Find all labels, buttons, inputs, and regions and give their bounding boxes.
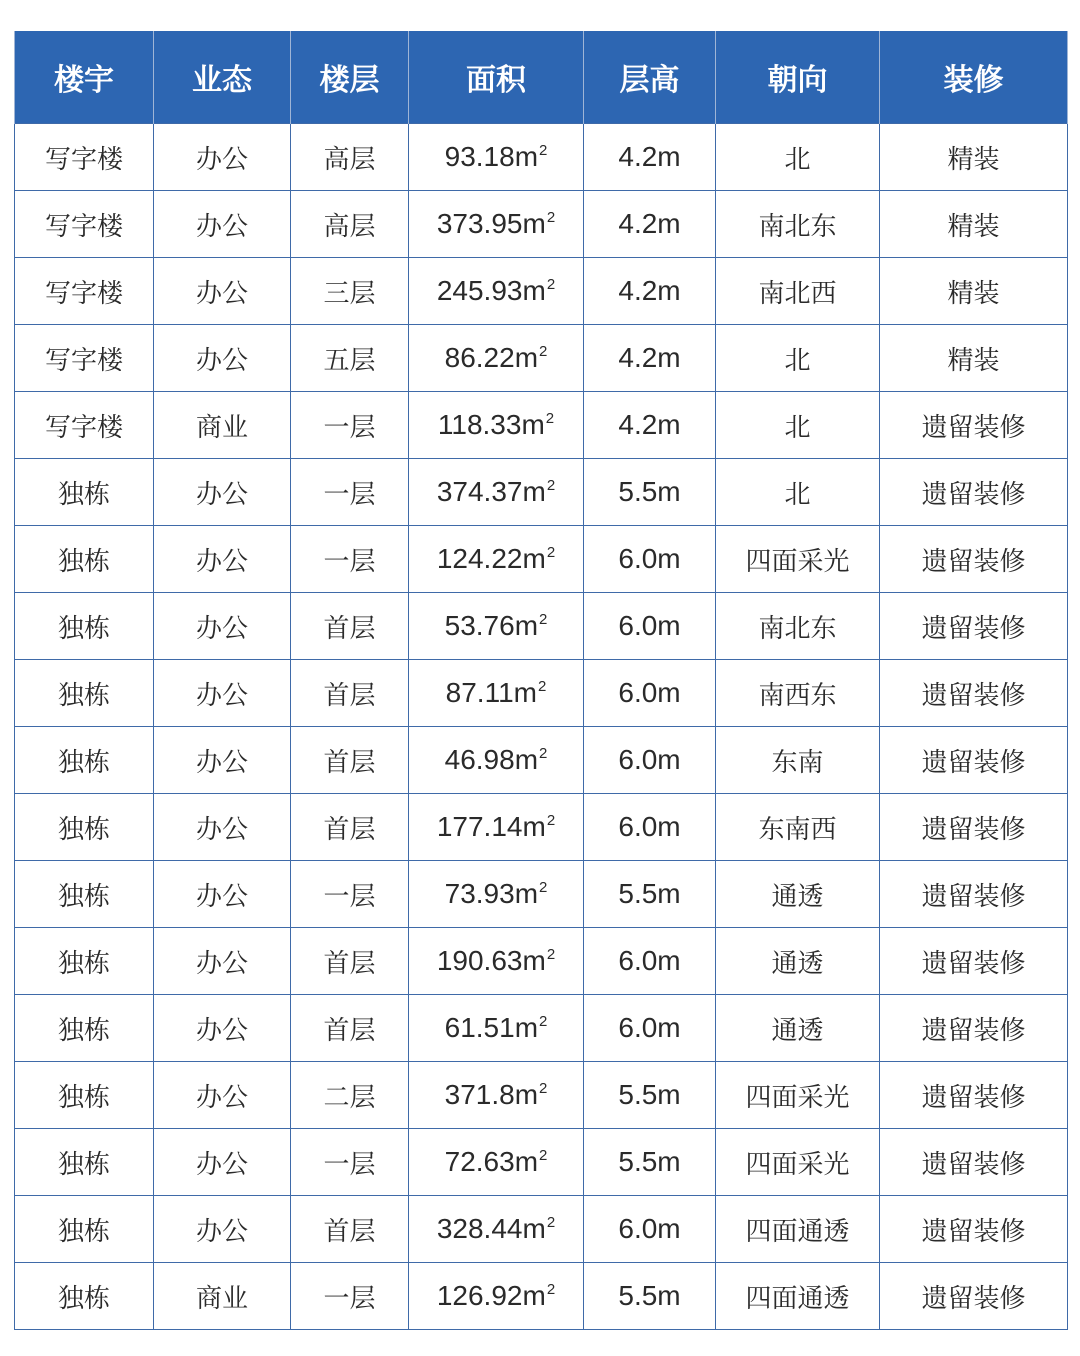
cell-use: 办公 (154, 794, 291, 861)
cell-orientation: 四面采光 (716, 526, 880, 593)
area-unit-superscript: 2 (546, 1281, 556, 1298)
cell-use: 办公 (154, 1062, 291, 1129)
table-row (15, 258, 1068, 325)
cell-decoration: 遗留装修 (880, 928, 1068, 995)
cell-area (409, 995, 584, 1062)
area-unit-superscript: 2 (539, 1013, 548, 1030)
area-unit-superscript: 2 (537, 678, 547, 695)
area-value: 93.18m (444, 141, 539, 172)
cell-decoration: 遗留装修 (880, 660, 1068, 727)
area-unit-superscript: 2 (546, 1214, 556, 1231)
area-value: 245.93m (436, 275, 546, 306)
cell-decoration: 遗留装修 (880, 995, 1068, 1062)
cell-decoration: 遗留装修 (880, 593, 1068, 660)
area-value: 73.93m (444, 878, 539, 909)
area-unit-superscript: 2 (539, 1147, 548, 1164)
area-unit-superscript: 2 (546, 544, 556, 561)
cell-building: 独栋 (15, 727, 154, 794)
cell-orientation: 南西东 (716, 660, 880, 727)
area-unit-superscript: 2 (546, 812, 556, 829)
table-row (15, 1196, 1068, 1263)
cell-decoration: 遗留装修 (880, 861, 1068, 928)
area-value: 190.63m (436, 945, 546, 976)
cell-area (409, 526, 584, 593)
cell-use: 办公 (154, 526, 291, 593)
cell-use: 办公 (154, 258, 291, 325)
cell-floor: 一层 (291, 861, 409, 928)
cell-area (409, 1129, 584, 1196)
cell-building: 独栋 (15, 1062, 154, 1129)
cell-floor: 首层 (291, 593, 409, 660)
cell-orientation: 四面通透 (716, 1263, 880, 1330)
area-unit-superscript: 2 (539, 142, 548, 159)
cell-decoration: 精装 (880, 124, 1068, 191)
cell-building: 独栋 (15, 1129, 154, 1196)
area-value: 124.22m (436, 543, 546, 574)
cell-height: 6.0m (584, 660, 716, 727)
table-row (15, 1062, 1068, 1129)
cell-orientation: 四面通透 (716, 1196, 880, 1263)
area-value: 46.98m (444, 744, 539, 775)
table-row (15, 660, 1068, 727)
cell-building: 独栋 (15, 526, 154, 593)
cell-area (409, 593, 584, 660)
cell-floor: 首层 (291, 995, 409, 1062)
cell-height: 6.0m (584, 1196, 716, 1263)
cell-use: 办公 (154, 660, 291, 727)
area-value: 86.22m (444, 342, 539, 373)
cell-decoration: 遗留装修 (880, 1129, 1068, 1196)
cell-use: 办公 (154, 861, 291, 928)
cell-use: 办公 (154, 995, 291, 1062)
cell-use: 办公 (154, 459, 291, 526)
cell-orientation: 通透 (716, 995, 880, 1062)
cell-decoration: 遗留装修 (880, 392, 1068, 459)
table-row (15, 593, 1068, 660)
cell-decoration: 遗留装修 (880, 1196, 1068, 1263)
property-listing-table (14, 31, 1068, 1330)
cell-building: 独栋 (15, 861, 154, 928)
area-unit-superscript: 2 (546, 477, 556, 494)
cell-floor: 一层 (291, 526, 409, 593)
table-row (15, 727, 1068, 794)
cell-building: 独栋 (15, 1196, 154, 1263)
cell-building: 独栋 (15, 995, 154, 1062)
cell-height: 5.5m (584, 861, 716, 928)
area-value: 328.44m (436, 1213, 546, 1244)
cell-building: 写字楼 (15, 392, 154, 459)
cell-building: 写字楼 (15, 325, 154, 392)
cell-floor: 高层 (291, 191, 409, 258)
cell-building: 写字楼 (15, 191, 154, 258)
cell-area (409, 928, 584, 995)
area-value: 72.63m (444, 1146, 539, 1177)
area-unit-superscript: 2 (539, 611, 548, 628)
cell-orientation: 通透 (716, 928, 880, 995)
cell-decoration: 遗留装修 (880, 727, 1068, 794)
cell-use: 商业 (154, 392, 291, 459)
cell-area (409, 794, 584, 861)
area-unit-superscript: 2 (539, 1080, 548, 1097)
cell-orientation: 通透 (716, 861, 880, 928)
cell-use: 办公 (154, 593, 291, 660)
cell-floor: 三层 (291, 258, 409, 325)
cell-building: 独栋 (15, 593, 154, 660)
cell-height: 5.5m (584, 1263, 716, 1330)
table-header-row (15, 31, 1068, 124)
area-unit-superscript: 2 (539, 879, 548, 896)
area-value: 118.33m (437, 409, 545, 440)
table-row (15, 392, 1068, 459)
cell-use: 办公 (154, 1196, 291, 1263)
cell-use: 办公 (154, 1129, 291, 1196)
area-value: 53.76m (444, 610, 539, 641)
cell-building: 写字楼 (15, 258, 154, 325)
cell-floor: 高层 (291, 124, 409, 191)
header-orientation: 朝向 (716, 31, 880, 124)
cell-height: 4.2m (584, 191, 716, 258)
table-row (15, 995, 1068, 1062)
area-value: 373.95m (436, 208, 546, 239)
cell-height: 4.2m (584, 124, 716, 191)
cell-area (409, 459, 584, 526)
table-row (15, 1129, 1068, 1196)
area-value: 374.37m (436, 476, 546, 507)
cell-height: 6.0m (584, 526, 716, 593)
cell-orientation: 北 (716, 124, 880, 191)
cell-use: 办公 (154, 727, 291, 794)
cell-use: 办公 (154, 928, 291, 995)
cell-building: 独栋 (15, 928, 154, 995)
cell-area (409, 660, 584, 727)
cell-area (409, 1196, 584, 1263)
cell-height: 6.0m (584, 995, 716, 1062)
area-unit-superscript: 2 (546, 209, 556, 226)
header-decoration: 装修 (880, 31, 1068, 124)
cell-decoration: 遗留装修 (880, 459, 1068, 526)
cell-floor: 首层 (291, 928, 409, 995)
cell-height: 6.0m (584, 928, 716, 995)
cell-use: 商业 (154, 1263, 291, 1330)
cell-floor: 首层 (291, 727, 409, 794)
cell-area (409, 392, 584, 459)
area-value: 371.8m (444, 1079, 539, 1110)
header-use: 业态 (154, 31, 291, 124)
cell-use: 办公 (154, 124, 291, 191)
table-row (15, 459, 1068, 526)
cell-use: 办公 (154, 191, 291, 258)
cell-decoration: 遗留装修 (880, 1263, 1068, 1330)
header-floor: 楼层 (291, 31, 409, 124)
cell-orientation: 四面采光 (716, 1129, 880, 1196)
table-row (15, 325, 1068, 392)
cell-floor: 一层 (291, 392, 409, 459)
cell-decoration: 精装 (880, 191, 1068, 258)
cell-floor: 二层 (291, 1062, 409, 1129)
cell-height: 4.2m (584, 258, 716, 325)
area-unit-superscript: 2 (539, 343, 548, 360)
table-row (15, 928, 1068, 995)
cell-floor: 一层 (291, 459, 409, 526)
cell-height: 6.0m (584, 727, 716, 794)
header-area: 面积 (409, 31, 584, 124)
area-value: 61.51m (444, 1012, 539, 1043)
table-row (15, 861, 1068, 928)
cell-decoration: 精装 (880, 325, 1068, 392)
table-body (15, 124, 1068, 1330)
cell-area (409, 191, 584, 258)
cell-area (409, 258, 584, 325)
cell-height: 5.5m (584, 1062, 716, 1129)
area-unit-superscript: 2 (539, 745, 548, 762)
cell-height: 5.5m (584, 1129, 716, 1196)
area-value: 126.92m (436, 1280, 546, 1311)
cell-floor: 五层 (291, 325, 409, 392)
cell-floor: 首层 (291, 1196, 409, 1263)
cell-height: 6.0m (584, 593, 716, 660)
cell-orientation: 南北东 (716, 191, 880, 258)
table-row (15, 526, 1068, 593)
cell-orientation: 东南西 (716, 794, 880, 861)
table-row (15, 124, 1068, 191)
cell-decoration: 遗留装修 (880, 794, 1068, 861)
cell-height: 5.5m (584, 459, 716, 526)
cell-floor: 一层 (291, 1129, 409, 1196)
table-row (15, 191, 1068, 258)
header-height: 层高 (584, 31, 716, 124)
cell-area (409, 861, 584, 928)
cell-area (409, 1263, 584, 1330)
area-value: 87.11m (445, 677, 537, 708)
cell-decoration: 遗留装修 (880, 526, 1068, 593)
area-unit-superscript: 2 (545, 410, 555, 427)
cell-height: 6.0m (584, 794, 716, 861)
table-row (15, 1263, 1068, 1330)
cell-orientation: 东南 (716, 727, 880, 794)
cell-decoration: 精装 (880, 258, 1068, 325)
cell-use: 办公 (154, 325, 291, 392)
cell-height: 4.2m (584, 325, 716, 392)
cell-area (409, 124, 584, 191)
cell-decoration: 遗留装修 (880, 1062, 1068, 1129)
area-unit-superscript: 2 (546, 276, 556, 293)
cell-orientation: 北 (716, 325, 880, 392)
header-building: 楼宇 (15, 31, 154, 124)
cell-orientation: 北 (716, 459, 880, 526)
cell-floor: 首层 (291, 660, 409, 727)
cell-orientation: 南北东 (716, 593, 880, 660)
cell-area (409, 325, 584, 392)
cell-floor: 首层 (291, 794, 409, 861)
cell-height: 4.2m (584, 392, 716, 459)
cell-building: 写字楼 (15, 124, 154, 191)
cell-building: 独栋 (15, 794, 154, 861)
cell-orientation: 北 (716, 392, 880, 459)
cell-building: 独栋 (15, 459, 154, 526)
area-unit-superscript: 2 (546, 946, 556, 963)
cell-area (409, 727, 584, 794)
cell-orientation: 四面采光 (716, 1062, 880, 1129)
cell-area (409, 1062, 584, 1129)
area-value: 177.14m (436, 811, 546, 842)
cell-floor: 一层 (291, 1263, 409, 1330)
cell-building: 独栋 (15, 660, 154, 727)
cell-orientation: 南北西 (716, 258, 880, 325)
cell-building: 独栋 (15, 1263, 154, 1330)
table-row (15, 794, 1068, 861)
